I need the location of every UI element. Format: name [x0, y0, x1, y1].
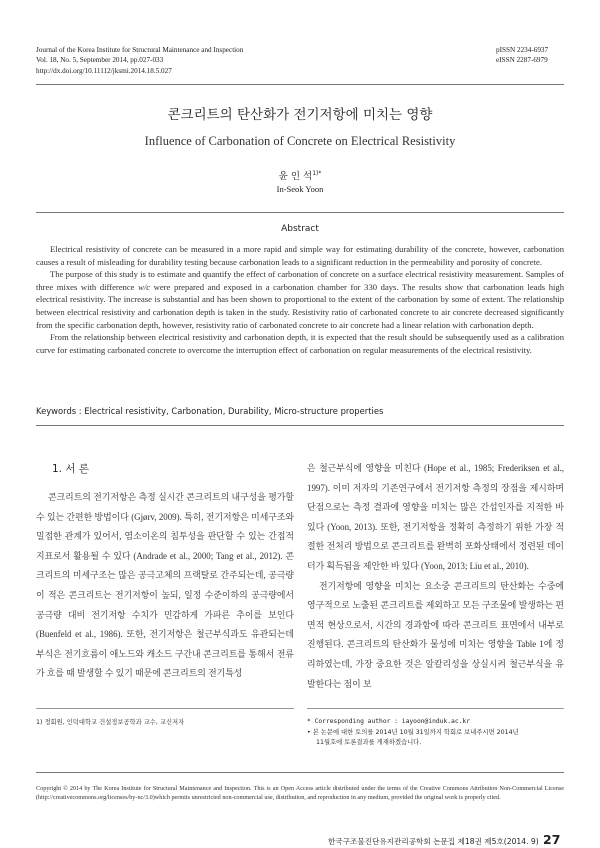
copyright-rule: [36, 772, 564, 773]
journal-name: Journal of the Korea Institute for Structural Maintenance and Inspection: [36, 46, 244, 54]
section-heading-intro: 1. 서 론: [52, 463, 89, 475]
pissn: pISSN 2234-6937: [496, 46, 549, 54]
volume-info: Vol. 18, No. 5, September 2014, pp.027-033: [36, 56, 164, 65]
footnote-corresponding: [307, 717, 564, 749]
abstract-bottom-rule: [36, 425, 564, 426]
intro-paragraph-2: 은 철근부식에 영향을 미친다 (Hope et al., 1985; Frederiksen et al., 1997). 이미 저자의 기존연구에서 전기저항 측정의 장점을 제시하며 단점으로는 측정 결과에 영향을 미치는 많은 간섭인자를 지적한 바 있다 (Yoon, 2013). 또한, 전기저항을 정확히 측정하기 위한 가장 적절한 전처리 방법으로 콘크리트를 완벽히 포화상태에서 정련된 데이터가 획득됨을 제안한 바 있다 (Yoon, 2013; Liu et al., 2010).: [307, 463, 564, 571]
abstract-wc: w/c: [138, 281, 151, 292]
author-name-korean: 윤 인 석: [278, 171, 313, 182]
page-number: 27: [543, 832, 561, 847]
eissn: eISSN 2287-6979: [496, 56, 548, 65]
abstract-top-rule: [36, 212, 564, 213]
footer-journal: 한국구조물진단유지관리공학회 논문집 제18권 제5호(2014. 9): [328, 837, 539, 846]
author-english: In-Seok Yoon: [276, 184, 324, 194]
intro-paragraph-1: 콘크리트의 전기저항은 측정 실시간 콘크리트의 내구성을 평가할 수 있는 간편한 방법이다 (Gjørv, 2009). 특히, 전기저항은 미세구조와 밀접한 관계가 있어서, 염소이온의 침투성을 판단할 수 있는 간접적 지표로서 활용될 수 있다 (Andrade et al., 2000; Tang et al., 2012). 콘크리트의 미세구조는 많은 공극고체의 프랙탈로 간주되는데, 공극량이 적은 콘크리트는 전기저항이 높되, 일정 수준이하의 공극량에서 공극량 대비 전기저항 수치가 민감하게 가파른 추이를 보인다 (Buenfeld et al., 1986). 또한, 전기저항은 철근부식과도 유관되는데 부식은 전기흐름이 애노드와 캐소드 구간내 콘크리트를 통해서 전류가 흐를 때 발생할 수 있기 때문에 콘크리트의 전기특성: [36, 492, 294, 679]
abstract-p2-end: were prepared and exposed in a carbonation chamber for 330 days. The results show that carbonation leads high electrical resistivity. The increase is substantial and has been shown to proportional to the extent of the carbonation by some of extent. The relationship between electrical resistivity and carbonation depth is taken in the study. Resistivity ratio of carbonated concrete to air concrete decreased significantly from the specific carbonation depth, however, resistivity ratio of carbonated concrete to air concrete had a linear relation with carbonation depth.: [36, 281, 565, 330]
right-column: [307, 459, 564, 694]
left-column: [36, 488, 294, 684]
abstract-paragraph-3: From the relationship between electrical resistivity and carbonation depth, it is expected that the result should be subsequently used as a calibration curve for estimating carbonated concrete to overcome the interruption effect of carbonation on regular measurements of the electrical resistivity.: [36, 332, 564, 355]
intro-paragraph-3: 전기저항에 영향을 미치는 요소중 콘크리트의 탄산화는 수중에 영구적으로 노출된 콘크리트를 제외하고 모든 구조물에 발생하는 편면적 현상으로서, 시간의 경과함에 따라 콘크리트 표면에서 내부로 진행된다. 콘크리트의 탄산화가 물성에 미치는 영향을 Table 1에 정리하였는데, 가장 중요한 것은 알칼리성을 상실시켜 철근부식을 유발한다는 점이 보: [307, 580, 564, 689]
journal-header: [36, 45, 243, 76]
abstract-p2-start: The purpose of this study is to estimate and quantify the effect of carbonation of concrete on a surface electrical resistivity measurement. Samples of three mixes with difference: [36, 269, 564, 292]
issn-block: [496, 45, 548, 66]
author-korean: [0, 168, 600, 182]
footnote-affiliation: 1) 정회원, 인덕대학교 건설정보공학과 교수, 교신저자: [36, 719, 185, 726]
keywords: Keywords : Electrical resistivity, Carbonation, Durability, Micro-structure properties: [36, 406, 384, 416]
copyright-notice: Copyright © 2014 by The Korea Institute for Structural Maintenance and Inspection. This is an Open Access article distributed under the terms of the Creative Commons Attribution Non-Commercial License (http://creativecommons.org/licenses/by-nc/3.0)which permits unrestricted non-commercial use, distribution, and reproduction in any medium, provided the original work is properly cited.: [36, 785, 564, 802]
corresponding-email: * Corresponding author : iayoon@induk.ac.kr: [307, 718, 471, 725]
abstract-paragraph-2: [36, 268, 564, 331]
author-mark: 1)*: [312, 169, 322, 177]
header-rule: [36, 84, 564, 85]
abstract-paragraph-1: Electrical resistivity of concrete can be measured in a more rapid and simple way for estimating durability of the concrete, however, carbonation causes a result of misleading for durability testing because carbonation leads to a significant reduction in the permeability and porosity of concrete.: [36, 244, 564, 267]
footnote-rule-left: [36, 708, 294, 709]
abstract-body: [36, 243, 564, 356]
discussion-note-cont: 11월호에 토론결과를 게재하겠습니다.: [316, 739, 422, 746]
discussion-note: • 본 논문에 대한 토의를 2014년 10월 31일까지 학회로 보내주시면 2014년: [307, 728, 519, 736]
doi-link[interactable]: http://dx.doi.org/10.11112/jksmi.2014.18.5.027: [36, 66, 172, 75]
title-korean: 콘크리트의 탄산화가 전기저항에 미치는 영향: [167, 107, 433, 123]
title-english: Influence of Carbonation of Concrete on Electrical Resistivity: [144, 134, 456, 148]
abstract-heading: Abstract: [281, 224, 319, 234]
footnote-rule-right: [307, 708, 564, 709]
